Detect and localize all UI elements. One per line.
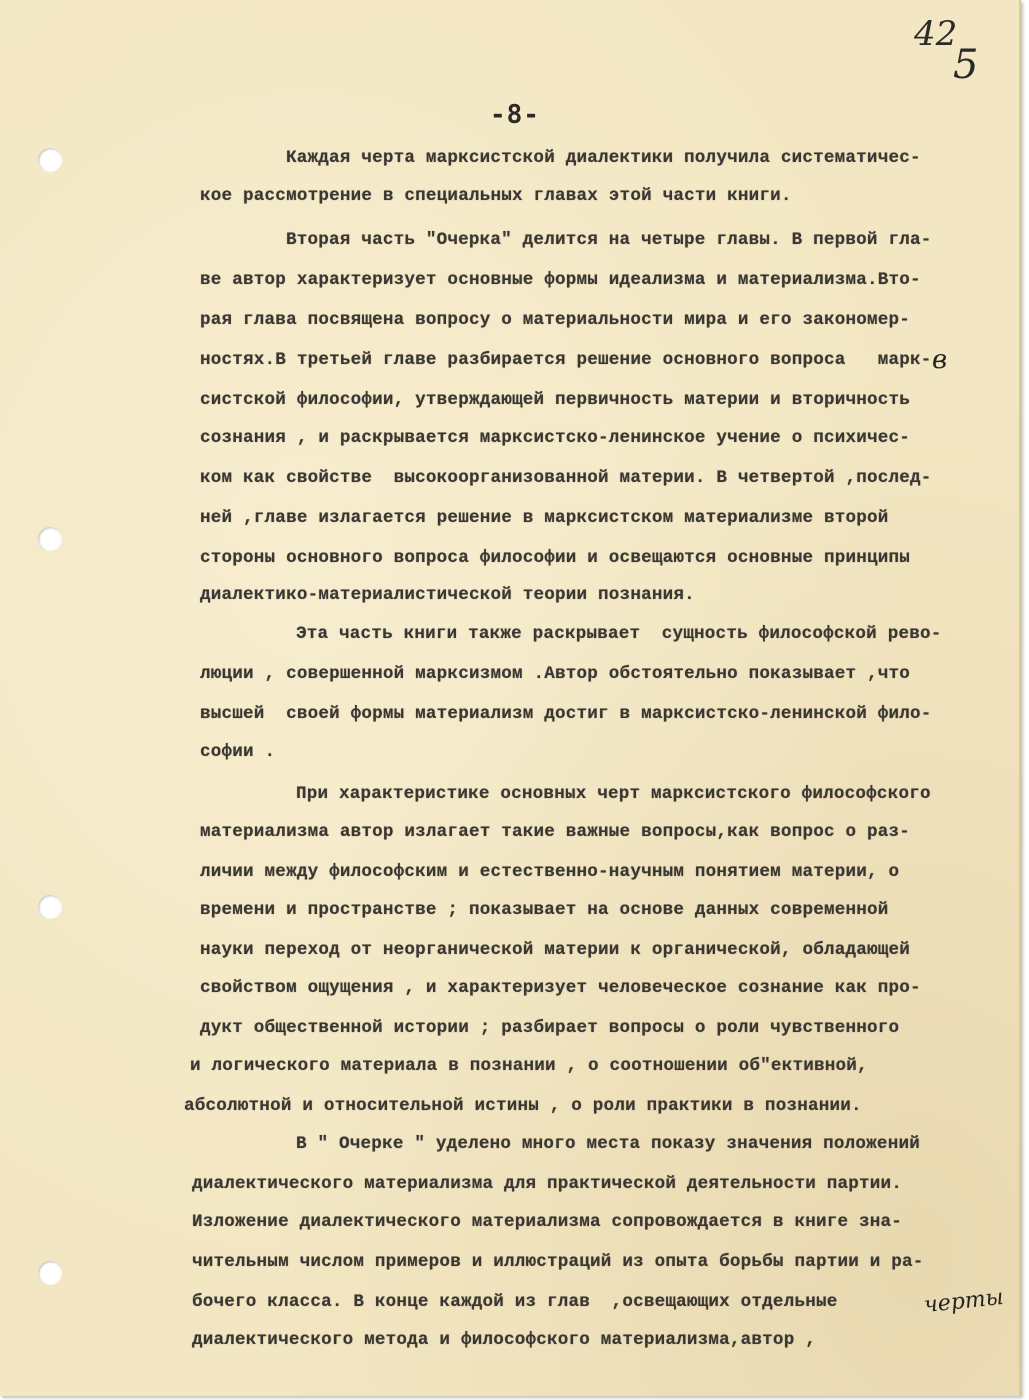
handwritten-insert: черты bbox=[922, 1284, 1005, 1319]
text-line: софии . bbox=[200, 742, 276, 762]
text-line: Изложение диалектического материализма сопровождается в книге зна- bbox=[192, 1212, 903, 1232]
text-line: Вторая часть "Очерка" делится на четыре главы. В первой гла- bbox=[286, 230, 932, 250]
text-line: свойством ощущения , и характеризует человеческое сознание как про- bbox=[200, 978, 921, 998]
text-line: При характеристике основных черт марксистского философского bbox=[296, 784, 931, 804]
text-line: и логического материала в познании , о соотношении об"ективной, bbox=[190, 1056, 868, 1076]
text-line: личии между философским и естественно-научным понятием материи, о bbox=[200, 862, 900, 882]
text-line: чительным числом примеров и иллюстраций из опыта борьбы партии и ра- bbox=[192, 1252, 924, 1272]
text-line: В " Очерке " уделено много места показу значения положений bbox=[296, 1134, 920, 1154]
punch-hole bbox=[38, 1261, 62, 1285]
text-line: ней ,главе излагается решение в марксистском материализме второй bbox=[200, 508, 889, 528]
text-line: диалектико-материалистической теории познания. bbox=[200, 585, 695, 605]
text-line: материализма автор излагает такие важные вопросы,как вопрос о раз- bbox=[200, 822, 911, 842]
text-line: ностях.В третьей главе разбирается решение основного вопроса марк- bbox=[200, 350, 932, 370]
text-line: диалектического материализма для практической деятельности партии. bbox=[192, 1174, 903, 1194]
text-line: рая глава посвящена вопросу о материальности мира и его закономер- bbox=[200, 310, 911, 330]
text-line: люции , совершенной марксизмом .Автор обстоятельно показывает ,что bbox=[200, 664, 911, 684]
text-line: стороны основного вопроса философии и освещаются основные принципы bbox=[200, 548, 911, 568]
punch-hole bbox=[38, 895, 62, 919]
archive-sheet-number: 5 bbox=[953, 42, 979, 88]
text-line: Эта часть книги также раскрывает сущность философской рево- bbox=[296, 624, 942, 644]
text-line: кое рассмотрение в специальных главах этой части книги. bbox=[200, 186, 792, 206]
text-line: науки переход от неорганической материи к органической, обладающей bbox=[200, 940, 911, 960]
text-line: Каждая черта марксистской диалектики получила систематичес- bbox=[286, 148, 921, 168]
text-line: времени и пространстве ; показывает на основе данных современной bbox=[200, 900, 889, 920]
punch-hole bbox=[38, 148, 62, 172]
text-line: сознания , и раскрывается марксистско-ленинское учение о психичес- bbox=[200, 428, 911, 448]
page-number: -8- bbox=[490, 100, 540, 130]
text-line: ком как свойстве высокоорганизованной материи. В четвертой ,послед- bbox=[200, 468, 932, 488]
text-line: дукт общественной истории ; разбирает вопросы о роли чувственного bbox=[200, 1018, 900, 1038]
text-line: бочего класса. В конце каждой из глав ,освещающих отдельные bbox=[192, 1292, 838, 1312]
text-line: высшей своей формы материализм достиг в марксистско-ленинской фило- bbox=[200, 704, 932, 724]
text-line: систской философии, утверждающей первичность материи и вторичность bbox=[200, 390, 911, 410]
text-line: диалектического метода и философского материализма,автор , bbox=[192, 1330, 816, 1350]
handwritten-insert: в bbox=[932, 345, 948, 375]
archive-folio-number: 42 bbox=[914, 14, 958, 54]
text-line: ве автор характеризует основные формы идеализма и материализма.Вто- bbox=[200, 270, 921, 290]
text-line: абсолютной и относительной истины , о роли практики в познании. bbox=[184, 1096, 862, 1116]
punch-hole bbox=[38, 527, 62, 551]
